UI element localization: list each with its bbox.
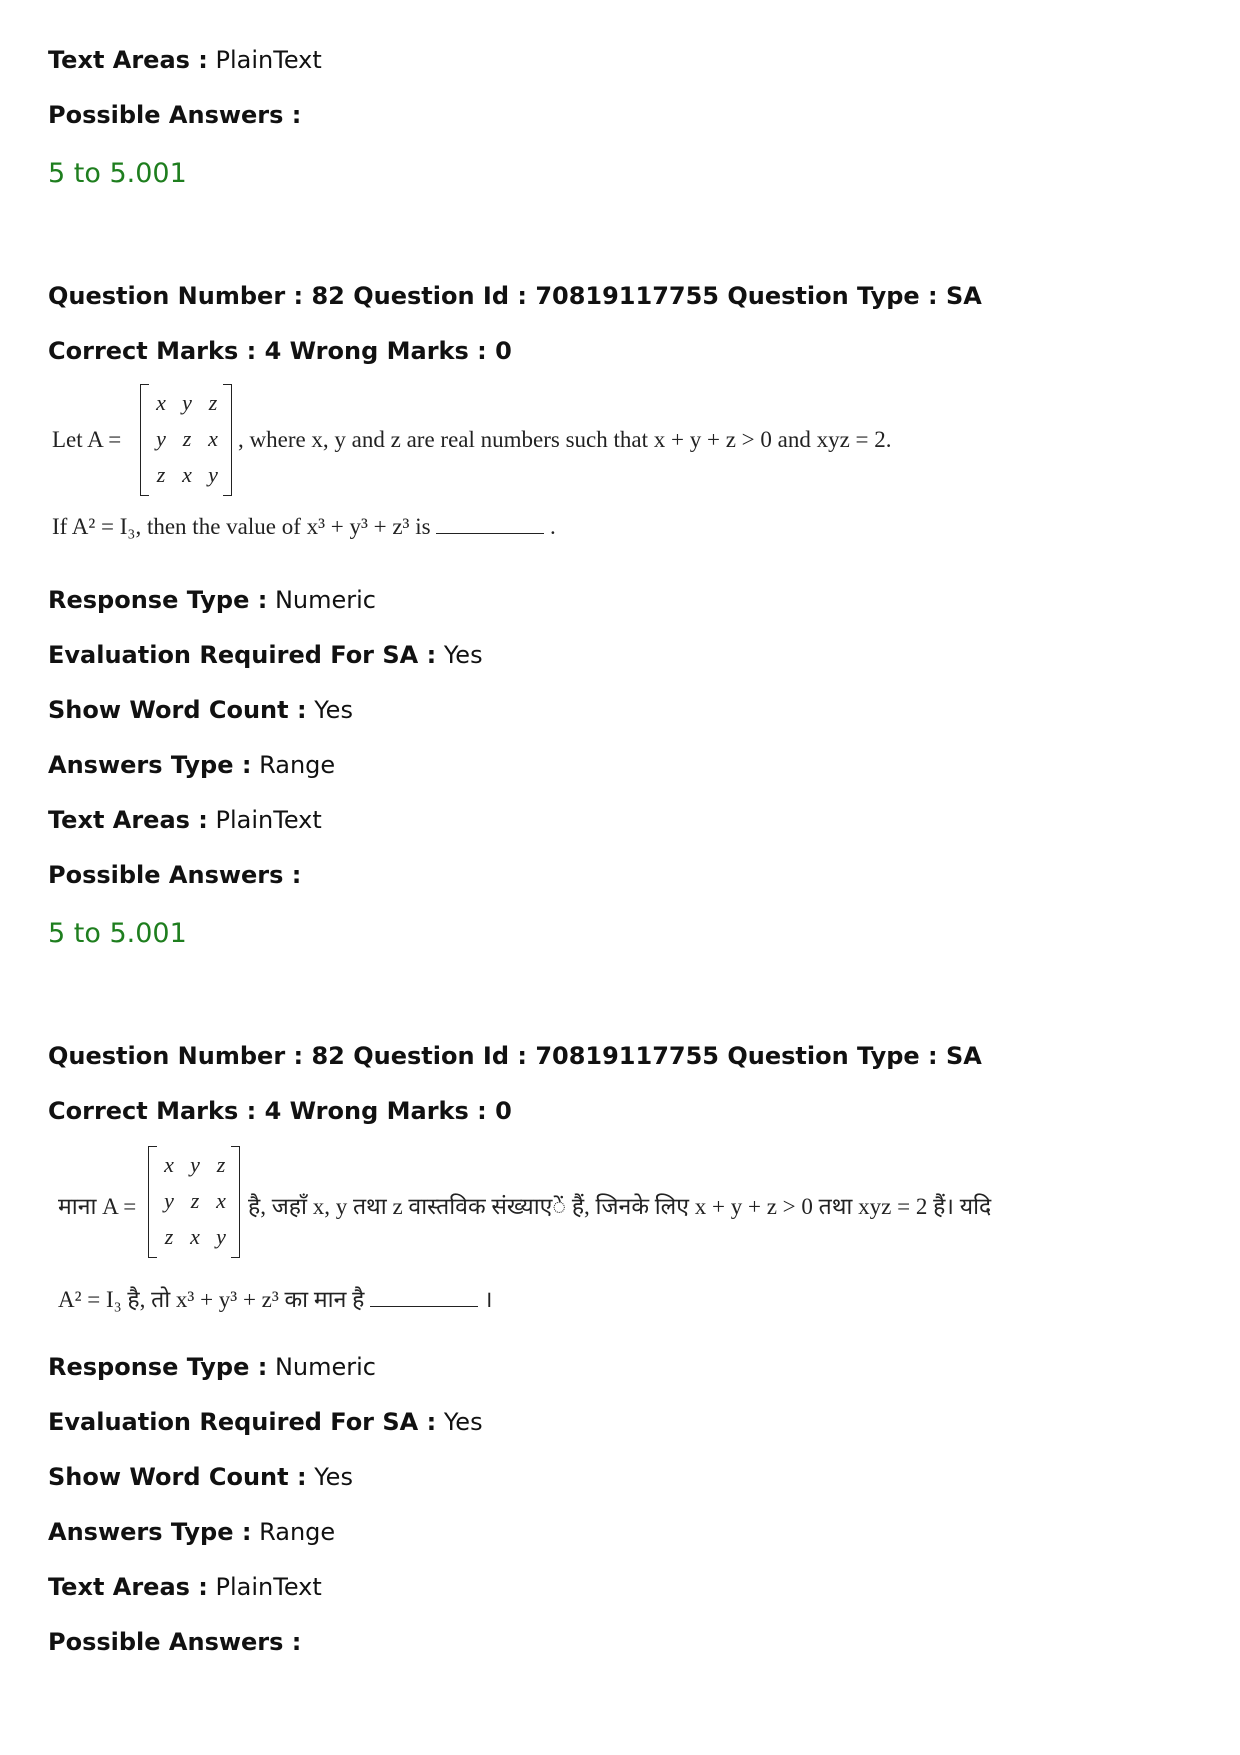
possible-answers-label: Possible Answers : — [48, 101, 302, 129]
possible-answers-label: Possible Answers : — [48, 1628, 302, 1656]
answer-blank — [436, 529, 544, 534]
evaluation-label: Evaluation Required For SA : — [48, 1408, 437, 1436]
stem-line-1: , where x, y and z are real numbers such that x + y + z > 0 and xyz = 2. — [238, 427, 892, 452]
matrix-cell: z — [190, 1188, 200, 1213]
text-areas-value: PlainText — [215, 806, 322, 834]
question-marks: Correct Marks : 4 Wrong Marks : 0 — [48, 337, 512, 365]
evaluation-value: Yes — [443, 641, 483, 669]
stem-prefix: Let A = — [52, 427, 122, 452]
matrix-cell: y — [156, 426, 166, 451]
matrix-cell: z — [208, 390, 218, 415]
text-areas-row — [48, 46, 322, 74]
answers-type-value: Range — [259, 1518, 336, 1546]
evaluation-value: Yes — [443, 1408, 483, 1436]
evaluation-label: Evaluation Required For SA : — [48, 641, 437, 669]
question-stem — [52, 384, 952, 554]
possible-answers-value: 5 to 5.001 — [48, 918, 187, 949]
matrix-cell: z — [156, 462, 166, 487]
question-marks: Correct Marks : 4 Wrong Marks : 0 — [48, 1097, 512, 1125]
word-count-label: Show Word Count : — [48, 1463, 307, 1491]
text-areas-value: PlainText — [215, 1573, 322, 1601]
matrix-cell: x — [208, 426, 218, 451]
stem-line-2-end: . — [550, 514, 556, 539]
response-type-row — [48, 586, 376, 614]
evaluation-row — [48, 1408, 483, 1436]
matrix-cell: y — [208, 462, 218, 487]
stem-line-2 — [58, 1282, 493, 1314]
word-count-row — [48, 1463, 353, 1491]
evaluation-row — [48, 641, 483, 669]
word-count-value: Yes — [314, 696, 353, 724]
matrix-cell: z — [182, 426, 192, 451]
question-header: Question Number : 82 Question Id : 70819117755 Question Type : SA — [48, 1042, 982, 1070]
answers-type-row — [48, 751, 335, 779]
matrix-cell: z — [216, 1152, 226, 1177]
answer-blank — [370, 1302, 478, 1307]
matrix-cell: x — [182, 462, 192, 487]
question-header: Question Number : 82 Question Id : 70819117755 Question Type : SA — [48, 282, 982, 310]
word-count-value: Yes — [314, 1463, 353, 1491]
word-count-label: Show Word Count : — [48, 696, 307, 724]
stem-line-2-text: If A² = I₃, then the value of x³ + y³ + z³ is — [52, 514, 431, 539]
answers-type-value: Range — [259, 751, 336, 779]
answers-type-label: Answers Type : — [48, 1518, 252, 1546]
possible-answers-label: Possible Answers : — [48, 861, 302, 889]
stem-line-2-end: । — [483, 1287, 493, 1312]
matrix-cell: x — [164, 1152, 174, 1177]
response-type-row — [48, 1353, 376, 1381]
matrix-cell: y — [190, 1152, 200, 1177]
word-count-row — [48, 696, 353, 724]
question-stem — [58, 1146, 992, 1316]
possible-answers-value: 5 to 5.001 — [48, 158, 187, 189]
text-areas-label: Text Areas : — [48, 806, 208, 834]
stem-line-2 — [52, 514, 556, 540]
answers-type-row — [48, 1518, 335, 1546]
matrix-cell: y — [182, 390, 192, 415]
text-areas-row — [48, 1573, 322, 1601]
matrix-cell: x — [156, 390, 166, 415]
stem-prefix: माना A = — [58, 1194, 137, 1219]
text-areas-label: Text Areas : — [48, 46, 208, 74]
text-areas-value: PlainText — [215, 46, 322, 74]
stem-line-2-text: A² = I₃ है, तो x³ + y³ + z³ का मान है — [58, 1287, 365, 1312]
response-type-value: Numeric — [274, 1353, 376, 1381]
matrix-cell: z — [164, 1224, 174, 1249]
response-type-label: Response Type : — [48, 586, 268, 614]
matrix-a — [140, 384, 232, 496]
response-type-label: Response Type : — [48, 1353, 268, 1381]
stem-line-1: है, जहाँ x, y तथा z वास्तविक संख्याएें हैं, जिनके लिए x + y + z > 0 तथा xyz = 2 हैं। यदि — [248, 1194, 992, 1219]
matrix-cell: y — [216, 1224, 226, 1249]
matrix-cell: x — [190, 1224, 200, 1249]
text-areas-row — [48, 806, 322, 834]
matrix-a — [148, 1146, 240, 1258]
matrix-cell: y — [164, 1188, 174, 1213]
answers-type-label: Answers Type : — [48, 751, 252, 779]
matrix-cell: x — [216, 1188, 226, 1213]
response-type-value: Numeric — [274, 586, 376, 614]
text-areas-label: Text Areas : — [48, 1573, 208, 1601]
